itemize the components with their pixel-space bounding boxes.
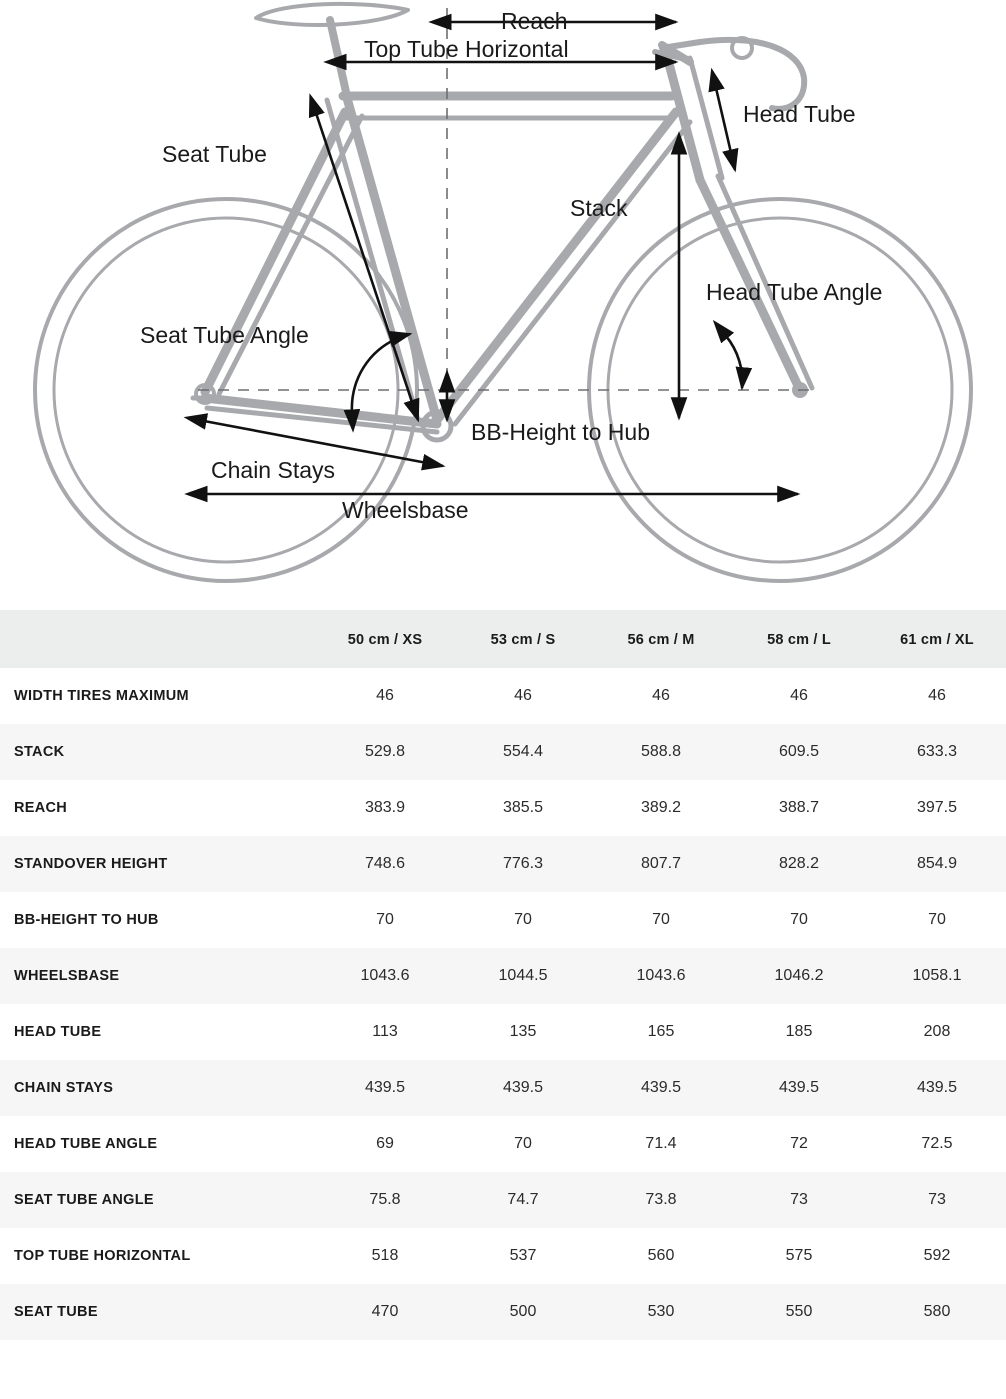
cell-value: 46	[928, 687, 946, 704]
diagram-label-seat-tube-angle: Seat Tube Angle	[140, 322, 309, 348]
bike-diagram-svg	[0, 0, 1006, 610]
cell-value: 389.2	[640, 799, 682, 816]
cell-value: 73	[928, 1191, 946, 1208]
row-label: HEAD TUBE ANGLE	[14, 1136, 158, 1152]
cell-value: 46	[514, 687, 532, 704]
geometry-table-head	[0, 610, 1006, 668]
geometry-table-body	[0, 668, 1006, 1340]
diagram-label-bb-height-to-hub: BB-Height to Hub	[471, 419, 650, 445]
cell-value: 1058.1	[912, 967, 962, 984]
cell-value: 72	[790, 1135, 808, 1152]
cell-value: 580	[923, 1303, 951, 1320]
cell-value: 439.5	[778, 1079, 820, 1096]
table-row	[0, 836, 1006, 892]
cell-value: 185	[785, 1023, 813, 1040]
cell-value: 208	[923, 1023, 951, 1040]
cell-value: 470	[371, 1303, 399, 1320]
cell-value: 388.7	[778, 799, 820, 816]
cell-value: 439.5	[364, 1079, 406, 1096]
bike-geometry-diagram	[0, 0, 1006, 610]
cell-value: 74.7	[507, 1191, 539, 1208]
cell-value: 609.5	[778, 743, 820, 760]
cell-value: 70	[514, 1135, 532, 1152]
cell-value: 500	[509, 1303, 537, 1320]
table-row	[0, 948, 1006, 1004]
diagram-label-head-tube-angle: Head Tube Angle	[706, 279, 883, 305]
cell-value: 554.4	[502, 743, 544, 760]
cell-value: 70	[790, 911, 808, 928]
diagram-label-reach: Reach	[501, 8, 568, 34]
cell-value: 550	[785, 1303, 813, 1320]
row-label: BB-HEIGHT TO HUB	[14, 912, 159, 928]
cell-value: 165	[647, 1023, 675, 1040]
cell-value: 397.5	[916, 799, 958, 816]
cell-value: 1046.2	[774, 967, 824, 984]
column-header-size-s: 53 cm / S	[454, 610, 592, 668]
table-header-row	[0, 610, 1006, 668]
diagram-label-top-tube-horizontal: Top Tube Horizontal	[364, 36, 569, 62]
cell-value: 71.4	[645, 1135, 677, 1152]
table-row	[0, 1172, 1006, 1228]
diagram-label-chain-stays: Chain Stays	[211, 457, 336, 483]
cell-value: 70	[514, 911, 532, 928]
diagram-label-stack: Stack	[570, 195, 628, 221]
cell-value: 73.8	[645, 1191, 677, 1208]
cell-value: 439.5	[502, 1079, 544, 1096]
table-row	[0, 724, 1006, 780]
cell-value: 776.3	[502, 855, 544, 872]
geometry-table	[0, 610, 1006, 1340]
row-label: CHAIN STAYS	[14, 1080, 114, 1096]
cell-value: 439.5	[916, 1079, 958, 1096]
cell-value: 70	[928, 911, 946, 928]
cell-value: 560	[647, 1247, 675, 1264]
cell-value: 828.2	[778, 855, 820, 872]
row-label: WHEELSBASE	[14, 968, 120, 984]
row-label: WIDTH TIRES MAXIMUM	[14, 688, 189, 704]
table-row	[0, 668, 1006, 724]
table-row	[0, 1284, 1006, 1340]
cell-value: 69	[376, 1135, 394, 1152]
cell-value: 70	[376, 911, 394, 928]
column-header-size-l: 58 cm / L	[730, 610, 868, 668]
table-row	[0, 1004, 1006, 1060]
cell-value: 530	[647, 1303, 675, 1320]
cell-value: 633.3	[916, 743, 958, 760]
row-label: REACH	[14, 800, 68, 816]
table-row	[0, 1228, 1006, 1284]
column-header-size-xs: 50 cm / XS	[316, 610, 454, 668]
cell-value: 439.5	[640, 1079, 682, 1096]
row-label: SEAT TUBE ANGLE	[14, 1192, 154, 1208]
cell-value: 72.5	[921, 1135, 953, 1152]
cell-value: 1044.5	[498, 967, 548, 984]
table-row	[0, 1060, 1006, 1116]
cell-value: 854.9	[916, 855, 958, 872]
cell-value: 1043.6	[360, 967, 410, 984]
cell-value: 807.7	[640, 855, 682, 872]
cell-value: 748.6	[364, 855, 406, 872]
cell-value: 529.8	[364, 743, 406, 760]
cell-value: 113	[372, 1023, 398, 1040]
cell-value: 385.5	[502, 799, 544, 816]
row-label: SEAT TUBE	[14, 1304, 98, 1320]
column-header-size-m: 56 cm / M	[592, 610, 730, 668]
row-label: STACK	[14, 744, 65, 760]
cell-value: 518	[371, 1247, 399, 1264]
cell-value: 46	[376, 687, 394, 704]
cell-value: 588.8	[640, 743, 682, 760]
cell-value: 1043.6	[636, 967, 686, 984]
cell-value: 592	[923, 1247, 951, 1264]
diagram-label-head-tube: Head Tube	[743, 101, 856, 127]
cell-value: 46	[652, 687, 670, 704]
cell-value: 70	[652, 911, 670, 928]
row-label: TOP TUBE HORIZONTAL	[14, 1248, 191, 1264]
row-label: STANDOVER HEIGHT	[14, 856, 168, 872]
diagram-label-wheelsbase: Wheelsbase	[342, 497, 469, 523]
cell-value: 575	[785, 1247, 813, 1264]
table-row	[0, 892, 1006, 948]
cell-value: 46	[790, 687, 808, 704]
table-row	[0, 780, 1006, 836]
diagram-label-seat-tube: Seat Tube	[162, 141, 267, 167]
row-label: HEAD TUBE	[14, 1024, 102, 1040]
table-row	[0, 1116, 1006, 1172]
frame-group	[193, 4, 812, 440]
cell-value: 135	[509, 1023, 537, 1040]
cell-value: 383.9	[364, 799, 406, 816]
column-header-size-xl: 61 cm / XL	[868, 610, 1006, 668]
cell-value: 75.8	[369, 1191, 401, 1208]
column-header-measure	[0, 610, 316, 668]
cell-value: 537	[509, 1247, 537, 1264]
cell-value: 73	[790, 1191, 808, 1208]
